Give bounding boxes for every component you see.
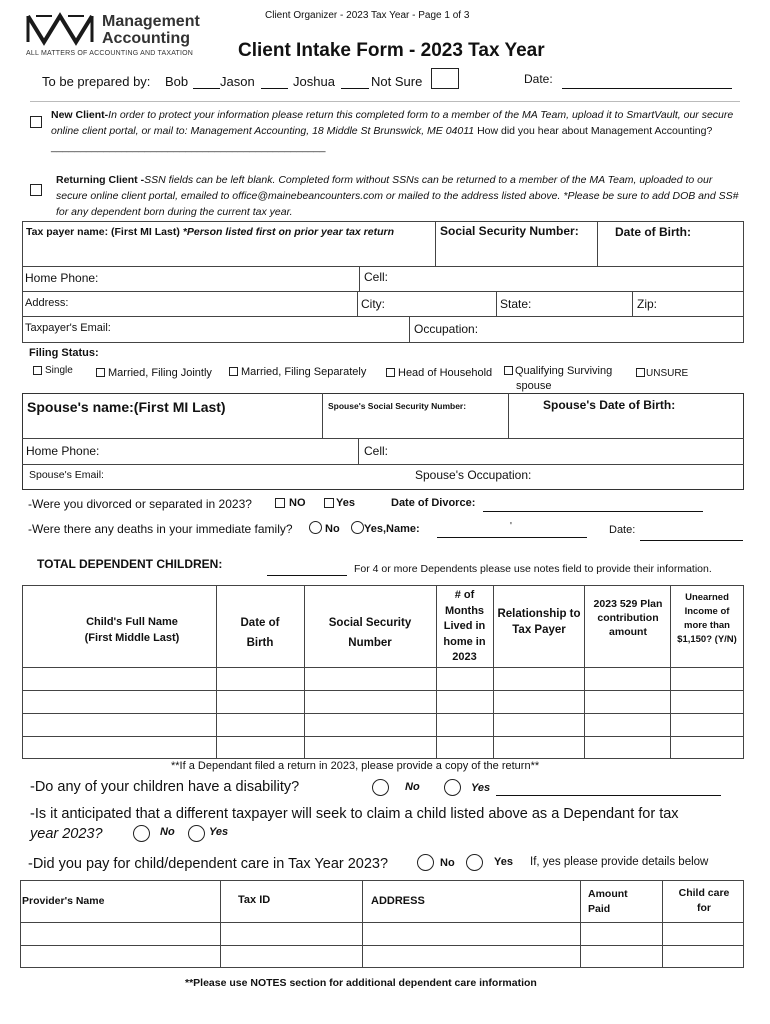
care-no-label: No xyxy=(440,857,455,869)
logo-tagline: ALL MATTERS OF ACCOUNTING AND TAXATION xyxy=(26,50,194,57)
new-client-text: In order to protect your information please return this completed form to a member of the MA Team, upload it to SmartVault, our secure online client portal, or mail to: Management Accounting, 18 Middle St Brunswick, ME 04011 xyxy=(51,109,734,137)
spouse-name-label: Spouse's name:(First MI Last) xyxy=(27,399,226,415)
taxpayer-occupation-label[interactable]: Occupation: xyxy=(414,322,479,336)
filing-qss-label-line2: spouse xyxy=(516,380,552,392)
claim-question-line1: -Is it anticipated that a different taxpayer will seek to claim a child listed above as a Dependant for tax xyxy=(30,806,679,822)
spouse-dob-field[interactable] xyxy=(510,414,742,437)
deaths-date-label: Date: xyxy=(609,524,636,536)
preparer-jason-blank[interactable] xyxy=(261,88,288,89)
deaths-no-label: No xyxy=(325,523,340,535)
taxpayer-address-label[interactable]: Address: xyxy=(25,297,69,309)
taxpayer-cell-label[interactable]: Cell: xyxy=(364,270,389,284)
total-dependents-field[interactable] xyxy=(267,575,347,576)
logo-mark-icon xyxy=(26,12,102,46)
filing-single-label: Single xyxy=(45,365,73,376)
claim-yes-radio[interactable] xyxy=(188,825,205,842)
divorce-date-label: Date of Divorce: xyxy=(391,497,476,509)
new-client-label: New Client- xyxy=(51,109,109,121)
care-header-address: ADDRESS xyxy=(371,895,425,907)
divorce-date-field[interactable] xyxy=(483,511,703,512)
deaths-yes-radio[interactable] xyxy=(351,521,364,534)
filing-joint-checkbox[interactable] xyxy=(96,368,105,377)
prepared-by-label: To be prepared by: xyxy=(42,74,151,89)
taxpayer-email-label[interactable]: Taxpayer's Email: xyxy=(25,322,111,334)
returning-client-checkbox[interactable] xyxy=(30,184,42,196)
filing-separate-label: Married, Filing Separately xyxy=(241,366,367,378)
divider xyxy=(30,101,740,102)
returning-client-text: SSN fields can be left blank. Completed form without SSNs can be returned to a member of the MA Team, uploaded to our secure online client portal, emailed to office@mainebeancounters.com or mailed to the address listed above. *Please be sure to add DOB and SS# for any dependent born during the current tax year. xyxy=(56,174,739,218)
dependents-footnote: **If a Dependant filed a return in 2023, please provide a copy of the return** xyxy=(171,760,540,772)
care-no-radio[interactable] xyxy=(417,854,434,871)
claim-no-radio[interactable] xyxy=(133,825,150,842)
filing-hoh-checkbox[interactable] xyxy=(386,368,395,377)
care-header-taxid: Tax ID xyxy=(238,894,271,906)
care-header-provider: Provider's Name xyxy=(22,895,105,907)
dep-header-months: # of Months Lived in home in 2023 xyxy=(443,589,486,663)
new-client-checkbox[interactable] xyxy=(30,116,42,128)
prepared-date-label: Date: xyxy=(524,72,553,86)
spouse-ssn-field[interactable] xyxy=(324,414,506,437)
divorced-yes-label: Yes xyxy=(336,497,355,509)
care-header-amount: Amount Paid xyxy=(588,888,628,915)
care-yes-label: Yes xyxy=(494,856,513,868)
taxpayer-ssn-label: Social Security Number: xyxy=(440,224,579,238)
dep-header-529: 2023 529 Plan contribution amount xyxy=(593,598,663,638)
filing-hoh-label: Head of Household xyxy=(398,367,493,379)
filing-qss-checkbox[interactable] xyxy=(504,366,513,375)
care-question: -Did you pay for child/dependent care in Tax Year 2023? xyxy=(28,856,389,872)
disability-yes-label: Yes xyxy=(471,782,491,794)
company-logo xyxy=(26,12,216,62)
filing-separate-checkbox[interactable] xyxy=(229,367,238,376)
filing-single-checkbox[interactable] xyxy=(33,366,42,375)
divorced-yes-checkbox[interactable] xyxy=(324,498,334,508)
spouse-home-phone-label[interactable]: Home Phone: xyxy=(26,444,100,458)
preparer-joshua-blank[interactable] xyxy=(341,88,369,89)
filing-unsure-label: UNSURE xyxy=(646,368,689,379)
taxpayer-dob-field[interactable] xyxy=(599,240,742,264)
returning-client-label: Returning Client - xyxy=(56,174,145,186)
table-row[interactable] xyxy=(23,714,743,736)
preparer-not-sure-box[interactable] xyxy=(431,68,459,89)
preparer-not-sure: Not Sure xyxy=(371,74,423,89)
table-row[interactable] xyxy=(23,691,743,713)
table-row[interactable] xyxy=(21,923,743,945)
preparer-bob: Bob xyxy=(165,74,189,89)
disability-yes-radio[interactable] xyxy=(444,779,461,796)
disability-no-radio[interactable] xyxy=(372,779,389,796)
preparer-jason: Jason xyxy=(220,74,255,89)
table-row[interactable] xyxy=(23,737,743,759)
new-client-paragraph xyxy=(51,107,741,155)
footer-note: **Please use NOTES section for additional dependent care information xyxy=(185,977,537,989)
taxpayer-dob-label: Date of Birth: xyxy=(615,225,691,239)
total-dependents-label: TOTAL DEPENDENT CHILDREN: xyxy=(37,557,223,571)
deaths-comma: ' xyxy=(510,521,512,532)
disability-question: -Do any of your children have a disability? xyxy=(30,779,300,795)
divorced-question: -Were you divorced or separated in 2023? xyxy=(28,497,252,511)
referral-question[interactable]: How did you hear about Management Accounting?_______________________________________________ xyxy=(51,125,713,153)
spouse-occupation-label[interactable]: Spouse's Occupation: xyxy=(415,468,532,482)
table-row[interactable] xyxy=(21,946,743,967)
taxpayer-zip-label[interactable]: Zip: xyxy=(637,297,658,311)
filing-status-label: Filing Status: xyxy=(29,347,99,359)
deaths-no-radio[interactable] xyxy=(309,521,322,534)
returning-client-paragraph xyxy=(56,172,744,220)
deaths-name-field[interactable] xyxy=(437,537,587,538)
deaths-date-field[interactable] xyxy=(640,540,743,541)
taxpayer-name-note: *Person listed first on prior year tax return xyxy=(182,226,395,238)
taxpayer-name-label: Tax payer name: (First MI Last) *Person listed first on prior year tax return xyxy=(26,226,395,238)
care-note: If, yes please provide details below xyxy=(530,856,709,868)
prepared-date-field[interactable] xyxy=(562,88,732,89)
table-row[interactable] xyxy=(23,668,743,690)
deaths-yes-name-label: Yes,Name: xyxy=(364,523,420,535)
claim-yes-label: Yes xyxy=(209,826,229,838)
taxpayer-ssn-field[interactable] xyxy=(437,240,595,264)
divorced-no-checkbox[interactable] xyxy=(275,498,285,508)
preparer-joshua: Joshua xyxy=(293,74,335,89)
page-title: Client Intake Form - 2023 Tax Year xyxy=(238,40,545,61)
preparer-bob-blank[interactable] xyxy=(193,88,220,89)
claim-no-label: No xyxy=(160,826,175,838)
filing-joint-label: Married, Filing Jointly xyxy=(108,367,212,379)
taxpayer-name-field[interactable] xyxy=(24,240,433,264)
dep-header-name: Child's Full Name (First Middle Last) xyxy=(84,616,180,644)
dependents-note: For 4 or more Dependents please use notes field to provide their information. xyxy=(354,563,712,575)
filing-unsure-checkbox[interactable] xyxy=(636,368,645,377)
spouse-cell-label[interactable]: Cell: xyxy=(364,444,389,458)
dep-header-dob: Date of Birth xyxy=(240,617,280,649)
spouse-email-label[interactable]: Spouse's Email: xyxy=(29,469,104,481)
taxpayer-state-label[interactable]: State: xyxy=(500,297,532,311)
dep-header-relationship: Relationship to Tax Payer xyxy=(497,608,581,636)
page-info: Client Organizer - 2023 Tax Year - Page 1 of 3 xyxy=(265,10,470,21)
logo-text-accounting: Accounting xyxy=(102,30,190,47)
filing-qss-label: Qualifying Surviving xyxy=(515,365,613,377)
spouse-name-field[interactable] xyxy=(24,418,320,437)
disability-detail-field[interactable] xyxy=(496,795,721,796)
care-header-child: Child care for xyxy=(678,887,730,914)
claim-question-line2: year 2023? xyxy=(30,826,103,842)
dep-header-unearned: Unearned Income of more than $1,150? (Y/N) xyxy=(677,592,737,645)
logo-text-management: Management xyxy=(102,13,200,30)
divorced-no-label: NO xyxy=(289,497,306,509)
spouse-ssn-label: Spouse's Social Security Number: xyxy=(328,401,467,411)
dep-header-ssn: Social Security Number xyxy=(328,617,412,649)
taxpayer-city-label[interactable]: City: xyxy=(361,297,385,311)
disability-no-label: No xyxy=(405,781,420,793)
taxpayer-home-phone-label[interactable]: Home Phone: xyxy=(25,271,99,285)
deaths-question: -Were there any deaths in your immediate family? xyxy=(28,522,293,536)
care-yes-radio[interactable] xyxy=(466,854,483,871)
spouse-dob-label: Spouse's Date of Birth: xyxy=(543,398,676,412)
